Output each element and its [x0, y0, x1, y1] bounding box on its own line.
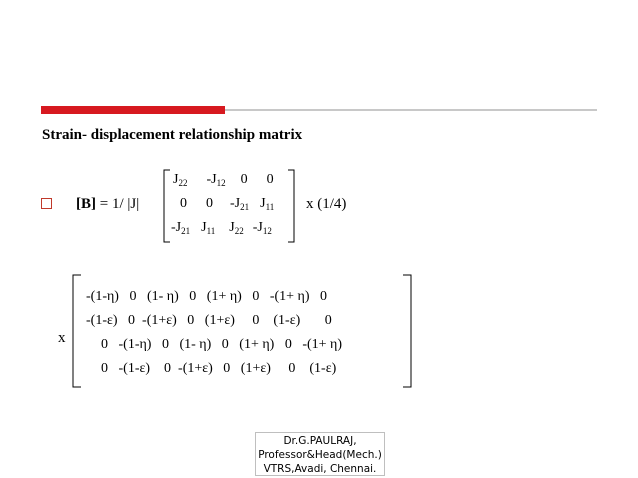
m1-r2-b: 0	[206, 196, 213, 211]
hollow-square-bullet-icon	[41, 198, 52, 209]
m1-r3-b-sub: 11	[206, 226, 216, 236]
m1-r2-c: -J	[230, 196, 241, 211]
matrix1-left-bracket	[163, 169, 171, 243]
m1-r1-b-sub: 12	[216, 178, 226, 188]
matrix1-row-3	[171, 220, 272, 236]
author-footer-box	[255, 432, 385, 476]
matrix1-row-1	[173, 172, 274, 188]
matrix2-row-2: -(1-ε) 0 -(1+ε) 0 (1+ε) 0 (1-ε) 0	[86, 313, 332, 328]
matrix2-left-bracket	[72, 274, 82, 388]
footer-line-2: Professor&Head(Mech.)	[258, 449, 382, 461]
m1-r1-b: -J	[206, 172, 217, 187]
m1-r3-a: -J	[171, 220, 182, 235]
footer-line-1: Dr.G.PAULRAJ,	[283, 435, 357, 447]
m1-r2-c-sub: 21	[240, 202, 250, 212]
m1-r1-a-sub: 22	[178, 178, 188, 188]
m1-r3-a-sub: 21	[181, 226, 191, 236]
accent-rule-red	[41, 106, 225, 114]
m1-r3-c-sub: 22	[234, 226, 244, 236]
m1-r2-d: J	[260, 196, 266, 211]
equation-lhs	[76, 196, 139, 213]
m1-r3-d: -J	[252, 220, 263, 235]
m1-r1-d: 0	[266, 172, 274, 187]
matrix2-row-3: 0 -(1-η) 0 (1- η) 0 (1+ η) 0 -(1+ η)	[101, 337, 343, 352]
matrix1-row-2	[180, 196, 274, 212]
m1-r1-a: J	[173, 172, 179, 187]
m1-r2-d-sub: 11	[265, 202, 275, 212]
b-matrix-label: [B]	[76, 196, 96, 212]
m1-r2-a: 0	[180, 196, 187, 211]
footer-line-3: VTRS,Avadi, Chennai.	[263, 463, 377, 475]
m1-r3-d-sub: 12	[262, 226, 272, 236]
multiply-sign: x	[58, 330, 66, 346]
accent-rule-gray	[225, 109, 597, 111]
slide-heading: Strain- displacement relationship matrix	[42, 127, 303, 143]
equation-rhs-factor: x (1/4)	[306, 196, 347, 212]
matrix2-row-1: -(1-η) 0 (1- η) 0 (1+ η) 0 -(1+ η) 0	[86, 289, 328, 304]
matrix2-right-bracket	[402, 274, 412, 388]
m1-r3-c: J	[229, 220, 235, 235]
equation-lhs-rest: = 1/ |J|	[96, 196, 140, 212]
matrix1-right-bracket	[287, 169, 295, 243]
m1-r3-b: J	[201, 220, 207, 235]
m1-r1-c: 0	[240, 172, 248, 187]
matrix2-row-4: 0 -(1-ε) 0 -(1+ε) 0 (1+ε) 0 (1-ε)	[101, 361, 337, 376]
